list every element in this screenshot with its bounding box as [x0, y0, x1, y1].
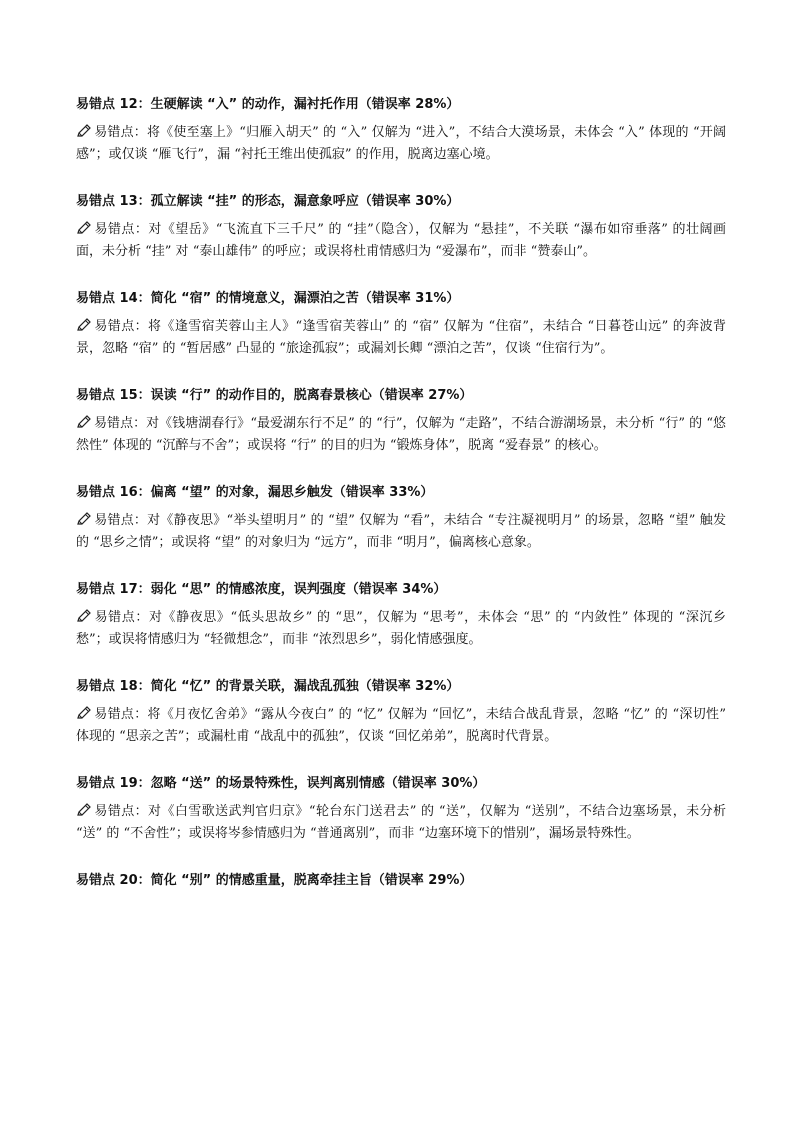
error-point-19 [76, 775, 726, 845]
error-point-20 [76, 872, 726, 890]
error-point-12 [76, 96, 726, 166]
pencil-icon [76, 706, 92, 720]
pencil-icon [76, 221, 92, 235]
error-point-text: 易错点：对《望岳》“飞流直下三千尺” 的 “挂”（隐含），仅解为 “悬挂”，不关联 “瀑布如帘垂落” 的壮阔画面，未分析 “挂” 对 “泰山雄伟” 的呼应；或误将杜甫情感归为 “爱瀑布”，而非 “赞泰山”。 [76, 222, 726, 259]
error-point-body [76, 801, 726, 845]
error-point-heading: 易错点 19：忽略 “送” 的场景特殊性，误判离别情感（错误率 30%） [76, 776, 486, 791]
error-point-text: 易错点：对《白雪歌送武判官归京》“轮台东门送君去” 的 “送”，仅解为 “送别”，不结合边塞场景，未分析 “送” 的 “不舍性”；或误将岑参情感归为 “普通离别”，而非 “边塞环境下的惜别”，漏场景特殊性。 [76, 804, 726, 841]
error-point-text: 易错点：对《钱塘湖春行》“最爱湖东行不足” 的 “行”，仅解为 “走路”，不结合游湖场景，未分析 “行” 的 “悠然性” 体现的 “沉醉与不舍”；或误将 “行” 的目的归为 “锻炼身体”，脱离 “爱春景” 的核心。 [76, 416, 726, 453]
error-point-13 [76, 193, 726, 263]
pencil-icon [76, 512, 92, 526]
pencil-icon [76, 415, 92, 429]
error-point-text: 易错点：对《静夜思》“低头思故乡” 的 “思”，仅解为 “思考”，未体会 “思” 的 “内敛性” 体现的 “深沉乡愁”；或误将情感归为 “轻微想念”，而非 “浓烈思乡”，弱化情感强度。 [76, 610, 726, 647]
error-point-heading: 易错点 20：简化 “别” 的情感重量，脱离牵挂主旨（错误率 29%） [76, 873, 473, 888]
pencil-icon [76, 318, 92, 332]
pencil-icon [76, 803, 92, 817]
error-point-body [76, 704, 726, 748]
error-point-heading: 易错点 15：误读 “行” 的动作目的，脱离春景核心（错误率 27%） [76, 388, 473, 403]
error-point-15 [76, 387, 726, 457]
error-point-body [76, 510, 726, 554]
error-point-heading: 易错点 12：生硬解读 “入” 的动作，漏衬托作用（错误率 28%） [76, 97, 460, 112]
error-point-heading: 易错点 16：偏离 “望” 的对象，漏思乡触发（错误率 33%） [76, 485, 434, 500]
error-point-heading: 易错点 18：简化 “忆” 的背景关联，漏战乱孤独（错误率 32%） [76, 679, 460, 694]
error-point-body [76, 413, 726, 457]
error-point-14 [76, 290, 726, 360]
pencil-icon [76, 124, 92, 138]
error-point-body [76, 607, 726, 651]
error-point-heading: 易错点 17：弱化 “思” 的情感浓度，误判强度（错误率 34%） [76, 582, 447, 597]
error-point-text: 易错点：对《静夜思》“举头望明月” 的 “望” 仅解为 “看”，未结合 “专注凝视明月” 的场景，忽略 “望” 触发的 “思乡之情”；或误将 “望” 的对象归为 “远方”，而非 “明月”，偏离核心意象。 [76, 513, 726, 550]
error-point-body [76, 219, 726, 263]
error-point-17 [76, 581, 726, 651]
error-point-heading: 易错点 14：简化 “宿” 的情境意义，漏漂泊之苦（错误率 31%） [76, 291, 460, 306]
error-point-text: 易错点：将《使至塞上》“归雁入胡天” 的 “入” 仅解为 “进入”，不结合大漠场景，未体会 “入” 体现的 “开阔感”；或仅谈 “雁飞行”，漏 “衬托王维出使孤寂” 的作用，脱离边塞心境。 [76, 125, 726, 162]
pencil-icon [76, 609, 92, 623]
error-point-heading: 易错点 13：孤立解读 “挂” 的形态，漏意象呼应（错误率 30%） [76, 194, 460, 209]
error-point-body [76, 122, 726, 166]
error-point-text: 易错点：将《月夜忆舍弟》“露从今夜白” 的 “忆” 仅解为 “回忆”，未结合战乱背景，忽略 “忆” 的 “深切性” 体现的 “思亲之苦”；或漏杜甫 “战乱中的孤独”，仅谈 “回忆弟弟”，脱离时代背景。 [76, 707, 726, 744]
error-point-body [76, 316, 726, 360]
error-point-text: 易错点：将《逢雪宿芙蓉山主人》“逢雪宿芙蓉山” 的 “宿” 仅解为 “住宿”，未结合 “日暮苍山远” 的奔波背景，忽略 “宿” 的 “暂居感” 凸显的 “旅途孤寂”；或漏刘长卿 “漂泊之苦”，仅谈 “住宿行为”。 [76, 319, 726, 356]
error-point-16 [76, 484, 726, 554]
document-page [76, 96, 726, 917]
error-point-18 [76, 678, 726, 748]
